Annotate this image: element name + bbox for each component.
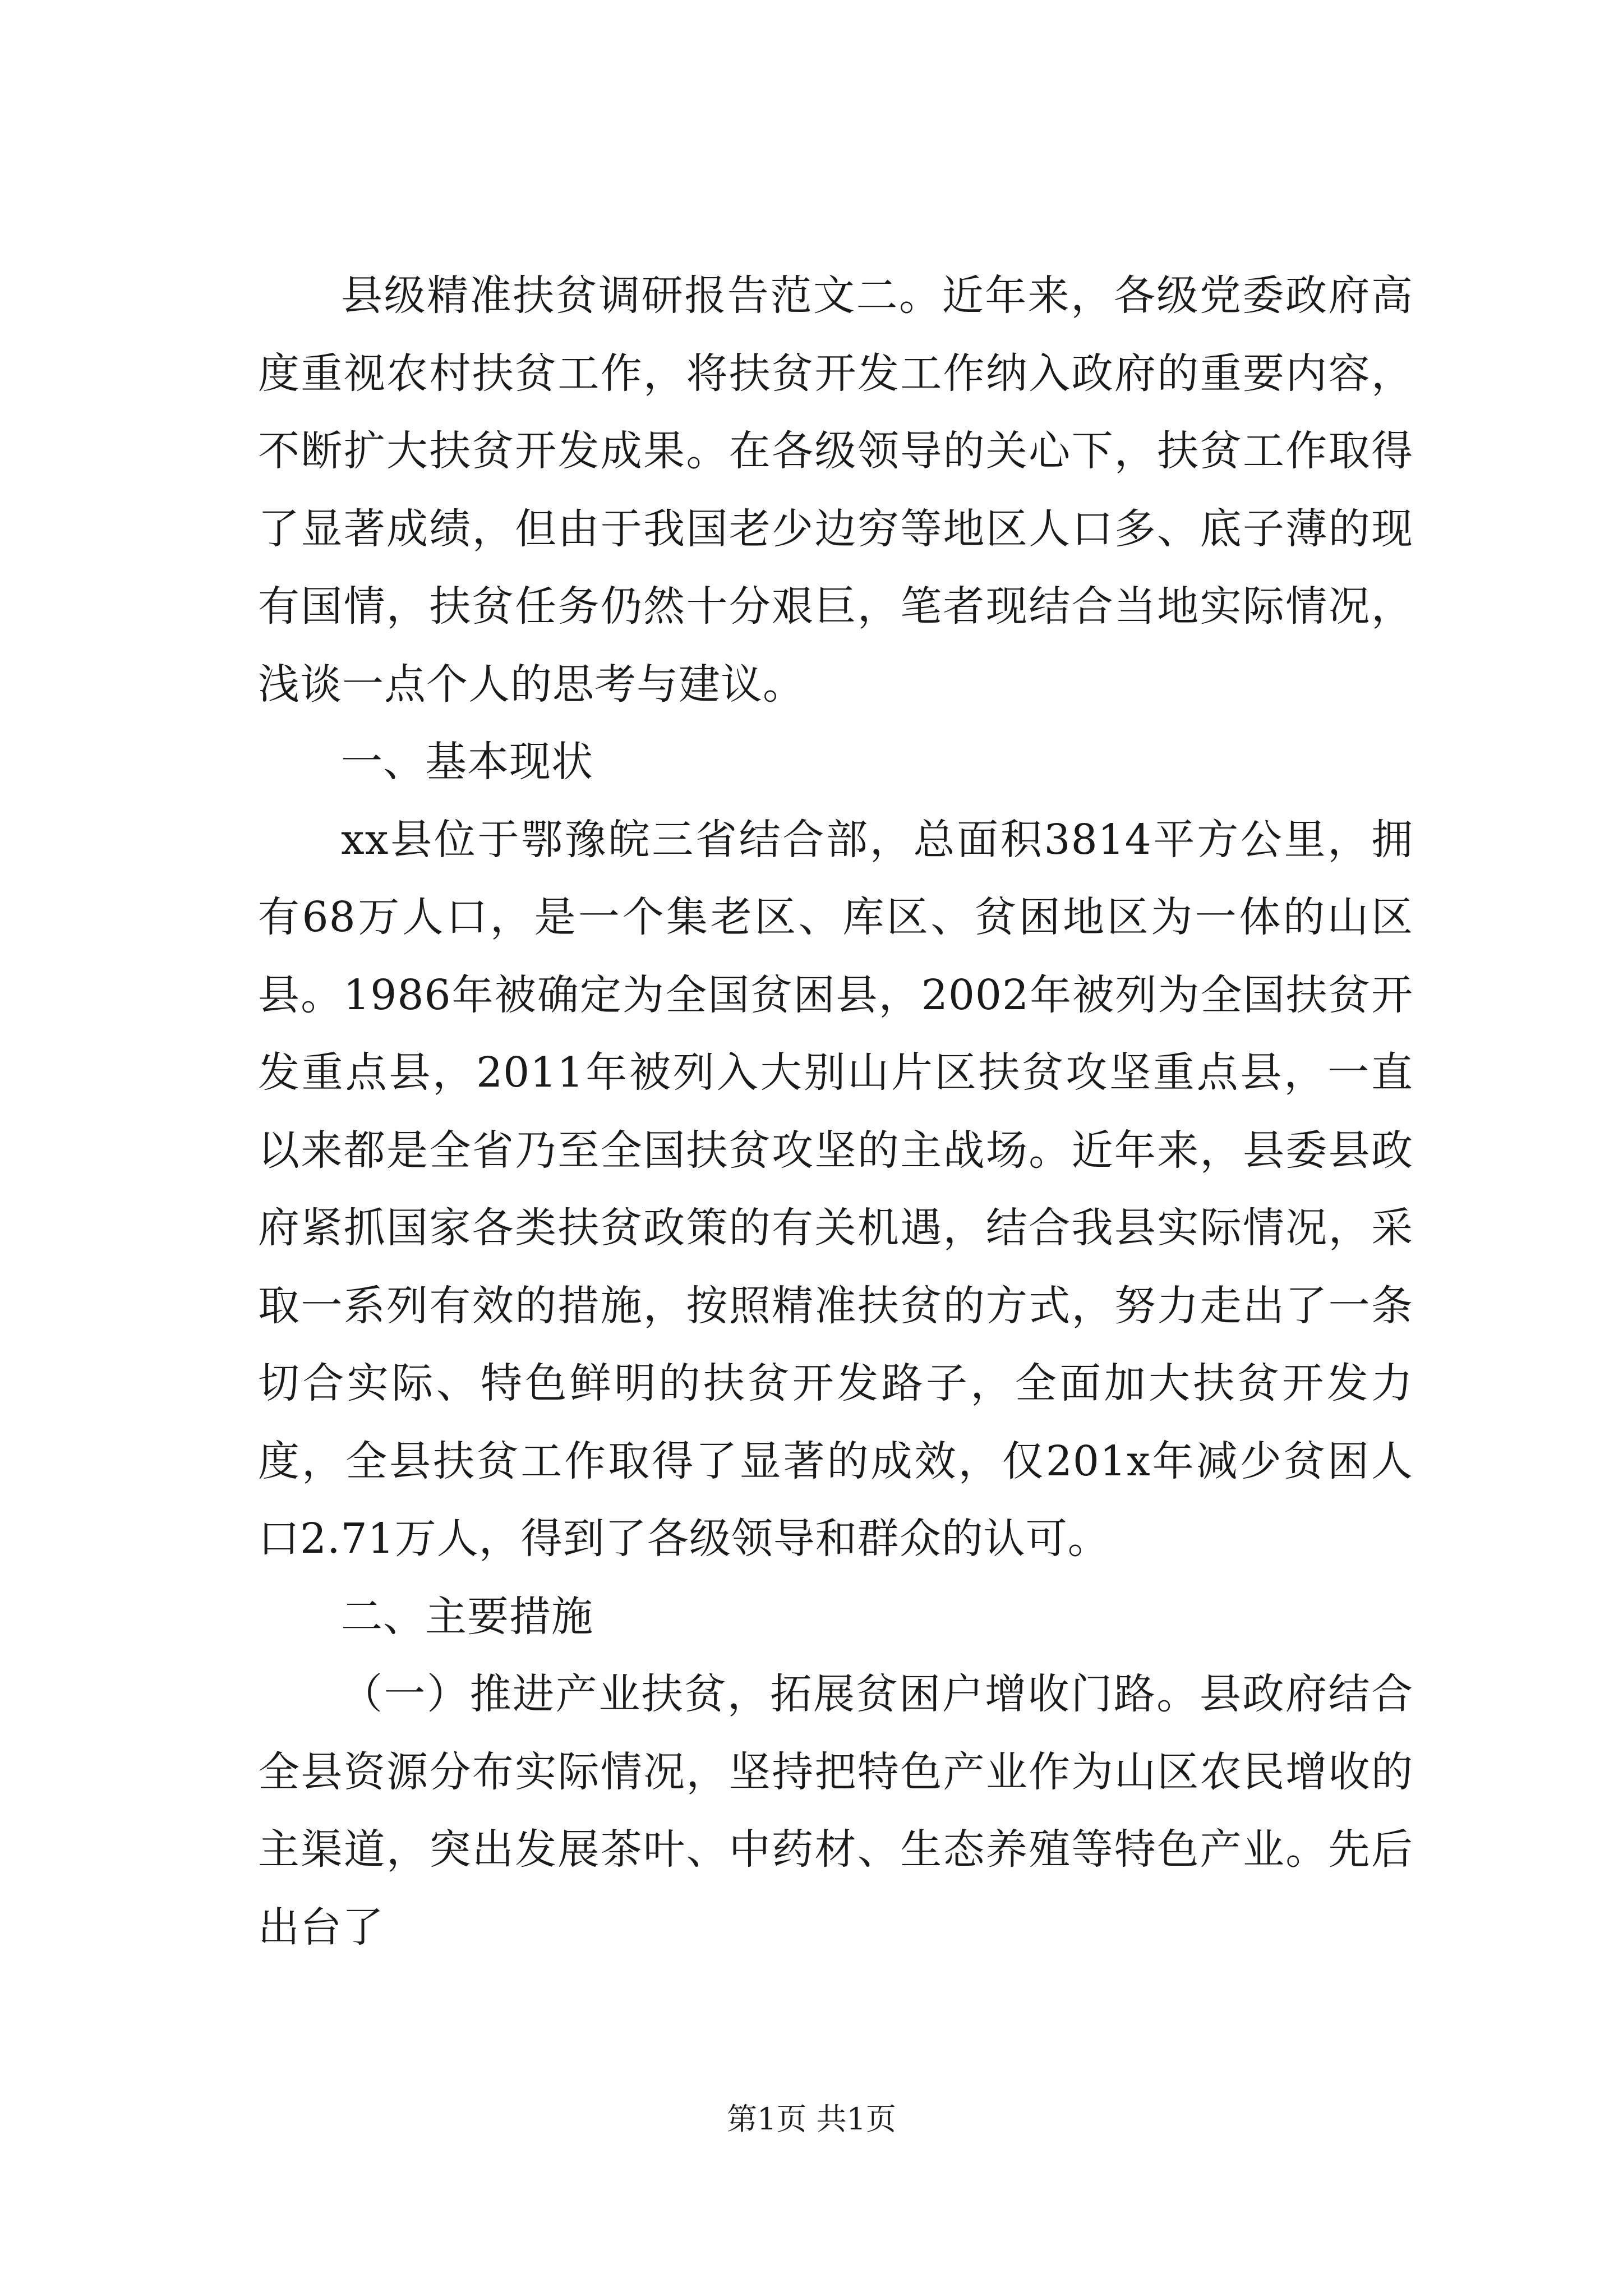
intro-paragraph: 县级精准扶贫调研报告范文二。近年来，各级党委政府高度重视农村扶贫工作，将扶贫开发工作纳入政府的重要内容，不断扩大扶贫开发成果。在各级领导的关心下，扶贫工作取得了显著成绩，但由于我国老少边穷等地区人口多、底子薄的现有国情，扶贫任务仍然十分艰巨，笔者现结合当地实际情况，浅谈一点个人的思考与建议。 (258, 272, 1413, 708)
document-body (258, 257, 1413, 1966)
section-heading-basic-status: 一、基本现状 (341, 738, 593, 786)
basic-status-paragraph: xx县位于鄂豫皖三省结合部，总面积3814平方公里，拥有68万人口，是一个集老区、库区、贫困地区为一体的山区县。1986年被确定为全国贫困县，2002年被列为全国扶贫开发重点县，2011年被列入大别山片区扶贫攻坚重点县，一直以来都是全省乃至全国扶贫攻坚的主战场。近年来，县委县政府紧抓国家各类扶贫政策的有关机遇，结合我县实际情况，采取一系列有效的措施，按照精准扶贫的方式，努力走出了一条切合实际、特色鲜明的扶贫开发路子，全面加大扶贫开发力度，全县扶贫工作取得了显著的成效，仅201x年减少贫困人口2.71万人，得到了各级领导和群众的认可。 (258, 815, 1413, 1563)
page-footer: 第1页 共1页 (727, 2101, 896, 2137)
section-heading-main-measures: 二、主要措施 (341, 1592, 593, 1641)
measure-one-paragraph: （一）推进产业扶贫，拓展贫困户增收门路。县政府结合全县资源分布实际情况，坚持把特色产业作为山区农民增收的主渠道，突出发展茶叶、中药材、生态养殖等特色产业。先后出台了 (258, 1670, 1413, 1952)
